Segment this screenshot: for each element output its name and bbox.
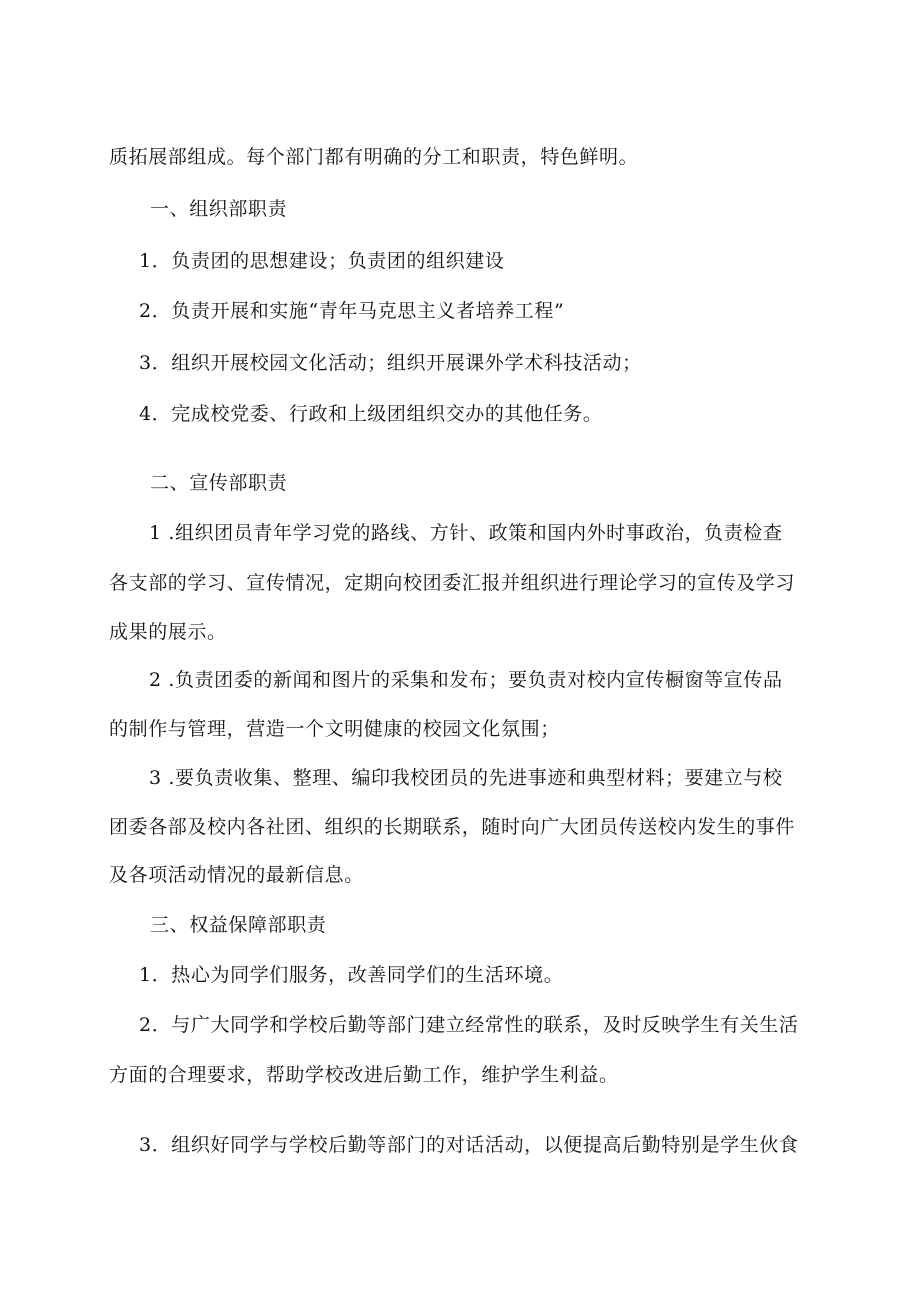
rights-item-2-line-2: 方面的合理要求，帮助学校改进后勤工作，维护学生利益。	[109, 1064, 619, 1086]
rights-item-2-line-1: 2．与广大同学和学校后勤等部门建立经常性的联系，及时反映学生有关生活	[139, 1014, 799, 1036]
publicity-item-3-line-3: 及各项活动情况的最新信息。	[109, 864, 364, 886]
intro-paragraph-tail: 质拓展部组成。每个部门都有明确的分工和职责，特色鲜明。	[109, 146, 639, 168]
publicity-item-1-line-3: 成果的展示。	[109, 621, 227, 643]
organization-item-1: 1．负责团的思想建设；负责团的组织建设	[139, 250, 505, 272]
publicity-item-3-line-2: 团委各部及校内各社团、组织的长期联系，随时向广大团员传送校内发生的事件	[109, 816, 796, 838]
rights-item-1-line-1: 1．热心为同学们服务，改善同学们的生活环境。	[139, 964, 564, 986]
publicity-item-1-line-1: 1 .组织团员青年学习党的路线、方针、政策和国内外时事政治，负责检查	[149, 522, 783, 544]
organization-item-2: 2．负责开展和实施“青年马克思主义者培养工程”	[139, 300, 565, 322]
section-heading-organization: 一、组织部职责	[150, 198, 288, 220]
publicity-item-1-line-2: 各支部的学习、宣传情况，定期向校团委汇报并组织进行理论学习的宣传及学习	[109, 572, 796, 594]
organization-item-3: 3．组织开展校园文化活动；组织开展课外学术科技活动；	[139, 352, 642, 374]
publicity-item-2-line-2: 的制作与管理，营造一个文明健康的校园文化氛围；	[109, 718, 560, 740]
organization-item-4: 4．完成校党委、行政和上级团组织交办的其他任务。	[139, 403, 603, 425]
rights-item-3-line-1: 3．组织好同学与学校后勤等部门的对话活动，以便提高后勤特别是学生伙食	[139, 1134, 799, 1156]
publicity-item-3-line-1: 3 .要负责收集、整理、编印我校团员的先进事迹和典型材料；要建立与校	[149, 767, 783, 789]
section-heading-rights: 三、权益保障部职责	[150, 914, 327, 936]
publicity-item-2-line-1: 2 .负责团委的新闻和图片的采集和发布；要负责对校内宣传橱窗等宣传品	[149, 669, 783, 691]
section-heading-publicity: 二、宣传部职责	[150, 472, 288, 494]
